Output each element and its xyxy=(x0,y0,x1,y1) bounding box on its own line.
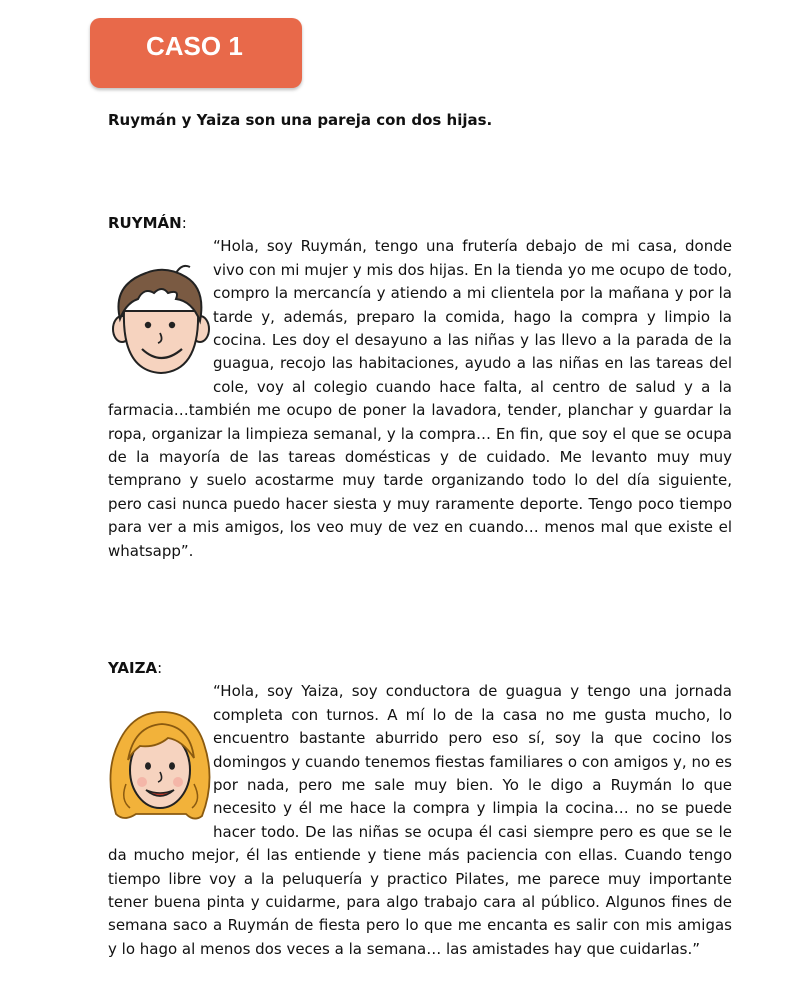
girl-face-icon xyxy=(106,704,211,824)
ruyman-text: “Hola, soy Ruymán, tengo una frutería debajo de mi casa, donde vivo con mi mujer y mis dos hijas. En la tienda yo me ocupo de todo, compro la mercancía y atiendo a mi clientela por la mañana y por la tarde y, además, preparo la comida, hago la compra y limpio la cocina. Les doy el desayuno a las niñas y las llevo a la parada de la guagua, recojo las habitaciones, ayudo a las niñas en las tareas del cole, voy al colegio cuando hace falta, al centro de salud y a la farmacia…también me ocupo de poner la lavadora, tender, planchar y guardar la ropa, organizar la limpieza semanal, y la compra… En fin, que soy el que se ocupa de la mayoría de las tareas domésticas y de cuidado. Me levanto muy muy temprano y suelo acostarme muy tarde organizando todo lo del día siguiente, pero casi nunca puedo hacer siesta y muy raramente deporte. Tengo poco tiempo para ver a mis amigos, los veo muy de vez en cuando… menos mal que existe el whatsapp”. xyxy=(108,237,732,560)
yaiza-testimony: YAIZA: “Hola, soy Yaiza, soy conductora de guagua y tengo una jornada completa con turnos. A mí lo de la casa no me gusta mucho, lo encuentro bastante aburrido pero eso sí, soy la que cocino los domingos y cuando tenemos fiestas familiares o con amigos y, no es por nada, pero me sale muy bien. Yo le digo a Ruymán lo que necesito y él me hace la compra y limpia la cocina… no se puede hacer todo. De las niñas se ocupa él casi siempre pero es que se le da mucho mejor, él las entiende y tiene más paciencia con ellas. Cuando tengo tiempo libre voy a la peluquería y practico Pilates, me parece muy importante tener buena pinta y cuidarme, para algo trabajo cara al público. Algunos fines de semana saco a Ruymán de fiesta pero lo que me encanta es salir con mis amigas y lo hago al menos dos veces a la semana… las amistades hay que cuidarlas.” xyxy=(108,659,732,958)
boy-face-icon xyxy=(106,259,211,379)
yaiza-text: “Hola, soy Yaiza, soy conductora de guagua y tengo una jornada completa con turnos. A mí lo de la casa no me gusta mucho, lo encuentro bastante aburrido pero eso sí, soy la que cocino los domingos y cuando tenemos fiestas familiares o con amigos y, no es por nada, pero me sale muy bien. Yo le digo a Ruymán lo que necesito y él me hace la compra y limpia la cocina… no se puede hacer todo. De las niñas se ocupa él casi siempre pero es que se le da mucho mejor, él las entiende y tiene más paciencia con ellas. Cuando tengo tiempo libre voy a la peluquería y practico Pilates, me parece muy importante tener buena pinta y cuidarme, para algo trabajo cara al público. Algunos fines de semana saco a Ruymán de fiesta pero lo que me encanta es salir con mis amigas y lo hago al menos dos veces a la semana… las amistades hay que cuidarlas.” xyxy=(108,682,732,958)
case-title: CASO 1 xyxy=(146,31,243,61)
speaker-yaiza: YAIZA xyxy=(108,659,158,677)
speaker-ruyman: RUYMÁN xyxy=(108,214,182,232)
intro-text: Ruymán y Yaiza son una pareja con dos hijas. xyxy=(108,111,493,129)
ruyman-testimony: RUYMÁN: “Hola, soy Ruymán, tengo una frutería debajo de mi casa, donde vivo con mi mujer y mis dos hijas. En la tienda yo me ocupo de todo, compro la mercancía y atiendo a mi clientela por la mañana y por la tarde y, además, preparo la comida, hago la compra y limpio la cocina. Les doy el desayuno a las niñas y las llevo a la parada de la guagua, recojo las habitaciones, ayudo a las niñas en las tareas del cole, voy al colegio cuando hace falta, al centro de salud y a la farmacia…también me ocupo de poner la lavadora, tender, planchar y guardar la ropa, organizar la limpieza semanal, y la compra… En fin, que soy el que se ocupa de la mayoría de las tareas domésticas y de cuidado. Me levanto muy muy temprano y suelo acostarme muy tarde organizando todo lo del día siguiente, pero casi nunca puedo hacer siesta y muy raramente deporte. Tengo poco tiempo para ver a mis amigos, los veo muy de vez en cuando… menos mal que existe el whatsapp”. xyxy=(108,214,732,560)
case-badge xyxy=(90,18,302,88)
